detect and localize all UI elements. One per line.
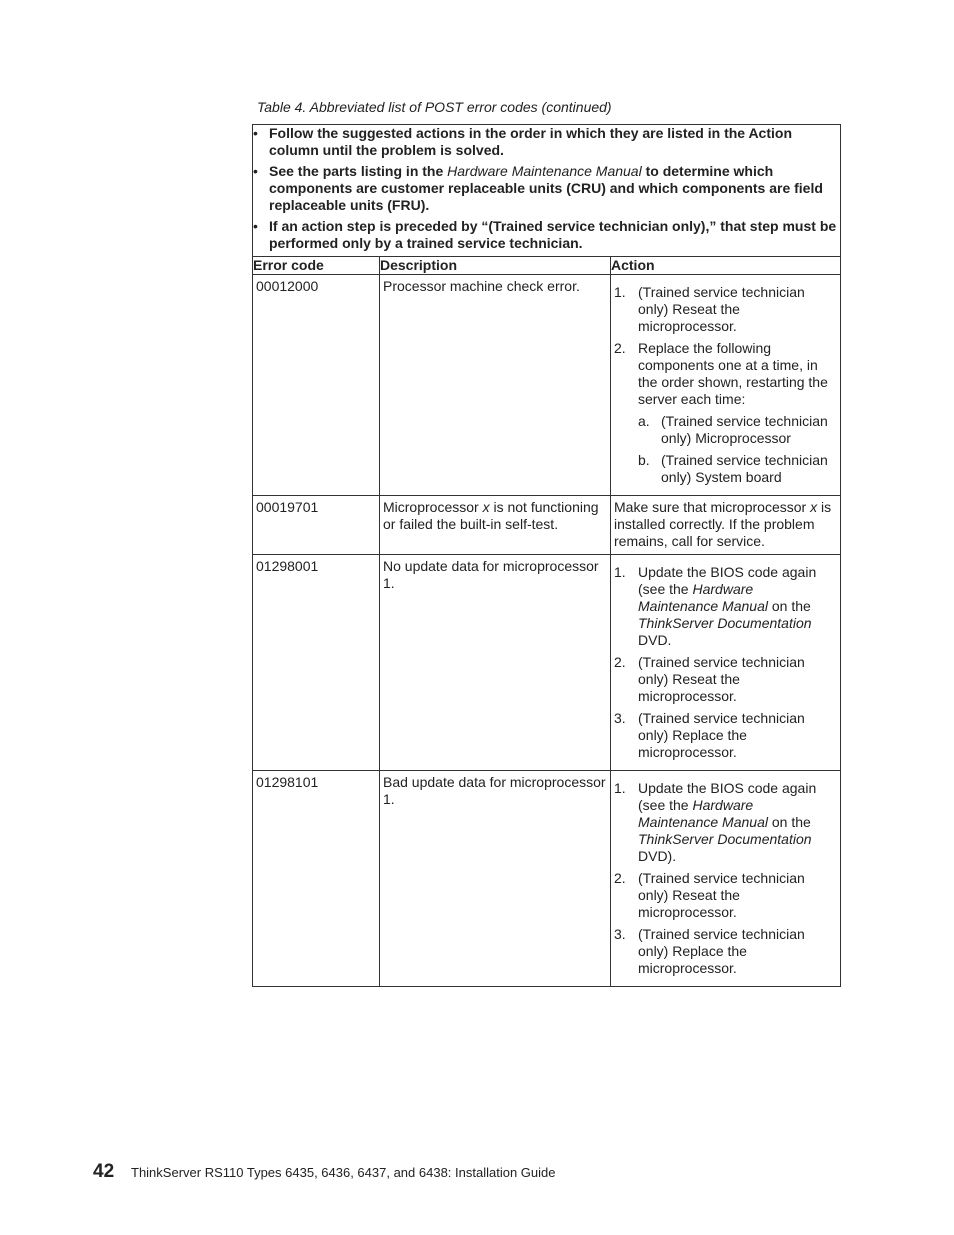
bullet-icon: • (253, 218, 258, 234)
step-number: 2. (614, 340, 626, 356)
table-row (253, 771, 841, 987)
sub-step-letter: b. (638, 452, 650, 468)
action-step (614, 654, 837, 705)
table-row (253, 496, 841, 555)
manual-title: Hardware Maintenance Manual (638, 581, 768, 614)
step-text: Replace the following components one at a time, in the order shown, restarting the server each time: (638, 340, 828, 407)
note-text: If an action step is preceded by “(Trained service technician only),” that step must be performed only by a trained service technician. (269, 218, 837, 251)
variable-x: x (810, 499, 818, 515)
step-text: Update the BIOS code again (see the (638, 780, 817, 813)
note-text: to determine which components are customer replaceable units (CRU) and which components are field replaceable units (FRU). (269, 163, 823, 213)
step-text: on the (767, 814, 811, 830)
step-text: (Trained service technician only) Replace the microprocessor. (638, 926, 805, 976)
step-number: 2. (614, 870, 626, 886)
description-cell (380, 496, 611, 555)
action-cell (611, 275, 841, 496)
error-code-cell: 00019701 (253, 496, 380, 555)
notes-list (253, 125, 840, 252)
step-number: 2. (614, 654, 626, 670)
action-steps (614, 780, 837, 977)
manual-title: Hardware Maintenance Manual (638, 797, 768, 830)
step-text: Update the BIOS code again (see the (638, 564, 817, 597)
action-steps (614, 284, 837, 486)
documentation-title: ThinkServer Documentation (638, 615, 812, 631)
table-caption: Table 4. Abbreviated list of POST error codes (continued) (257, 99, 612, 115)
header-error-code: Error code (253, 257, 380, 275)
description-text: Microprocessor (383, 499, 483, 515)
step-number: 3. (614, 710, 626, 726)
action-steps (614, 564, 837, 761)
post-error-table (252, 124, 841, 987)
notes-row (253, 125, 841, 257)
action-cell (611, 496, 841, 555)
sub-steps (638, 413, 837, 486)
notes-cell (253, 125, 841, 257)
step-number: 3. (614, 926, 626, 942)
sub-step (638, 452, 837, 486)
action-step (614, 284, 837, 335)
sub-step (638, 413, 837, 447)
step-text: (Trained service technician only) Replace the microprocessor. (638, 710, 805, 760)
bullet-icon: • (253, 163, 258, 179)
description-cell: Processor machine check error. (380, 275, 611, 496)
action-step (614, 780, 837, 865)
error-code-cell: 01298001 (253, 555, 380, 771)
step-text: on the (767, 598, 811, 614)
bullet-icon: • (253, 125, 258, 141)
description-cell: No update data for microprocessor 1. (380, 555, 611, 771)
action-step (614, 710, 837, 761)
description-cell: Bad update data for microprocessor 1. (380, 771, 611, 987)
note-text: Follow the suggested actions in the order in which they are listed in the Action column until the problem is solved. (269, 125, 792, 158)
manual-title: Hardware Maintenance Manual (447, 163, 642, 179)
note-text: See the parts listing in the (269, 163, 448, 179)
action-text: Make sure that microprocessor (614, 499, 811, 515)
action-cell (611, 555, 841, 771)
step-text: DVD). (638, 848, 677, 864)
note-item (253, 218, 840, 252)
error-code-cell: 01298101 (253, 771, 380, 987)
step-text: (Trained service technician only) Reseat the microprocessor. (638, 870, 805, 920)
note-item (253, 125, 840, 159)
sub-step-text: (Trained service technician only) System board (661, 452, 828, 485)
action-cell (611, 771, 841, 987)
description-text: is not functioning or failed the built-in self-test. (383, 499, 599, 532)
step-number: 1. (614, 564, 626, 580)
header-row (253, 257, 841, 275)
documentation-title: ThinkServer Documentation (638, 831, 812, 847)
step-number: 1. (614, 780, 626, 796)
note-item (253, 163, 840, 214)
table-row (253, 275, 841, 496)
action-step (614, 340, 837, 486)
error-code-cell: 00012000 (253, 275, 380, 496)
header-action: Action (611, 257, 841, 275)
footer-title: ThinkServer RS110 Types 6435, 6436, 6437, and 6438: Installation Guide (131, 1165, 556, 1180)
action-step (614, 564, 837, 649)
variable-x: x (482, 499, 490, 515)
step-text: (Trained service technician only) Reseat the microprocessor. (638, 654, 805, 704)
action-step (614, 870, 837, 921)
step-text: (Trained service technician only) Reseat the microprocessor. (638, 284, 805, 334)
sub-step-text: (Trained service technician only) Microprocessor (661, 413, 828, 446)
step-text: DVD. (638, 632, 672, 648)
action-step (614, 926, 837, 977)
action-text: is installed correctly. If the problem remains, call for service. (614, 499, 832, 549)
header-description: Description (380, 257, 611, 275)
table-row (253, 555, 841, 771)
step-number: 1. (614, 284, 626, 300)
page-number: 42 (93, 1161, 115, 1182)
sub-step-letter: a. (638, 413, 650, 429)
